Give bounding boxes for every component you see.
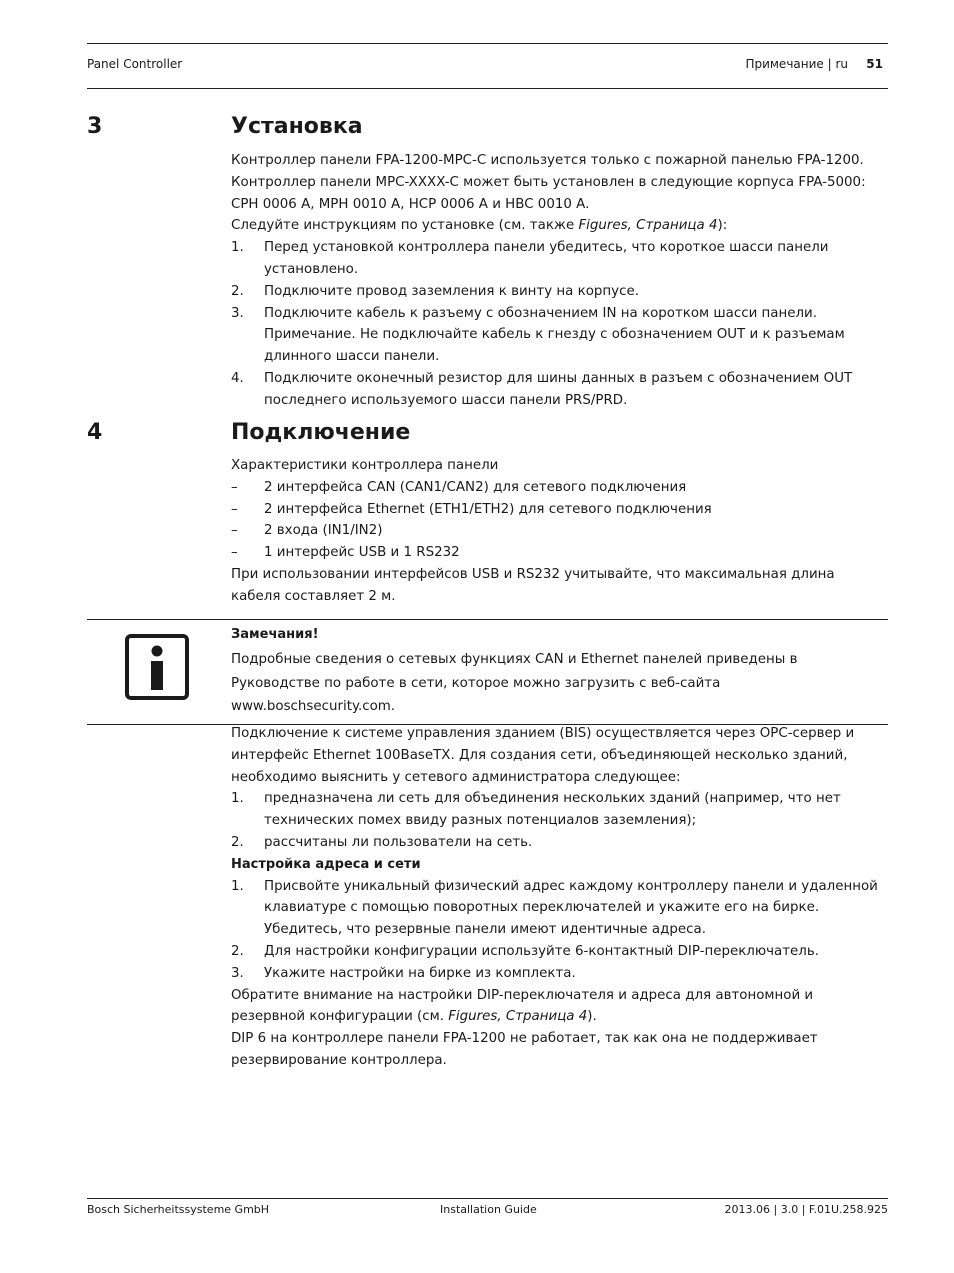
- section-title: Установка: [231, 114, 363, 139]
- header-page-number: 51: [866, 57, 883, 71]
- footer-rule: [87, 1198, 888, 1199]
- footer-document: Installation Guide: [440, 1203, 537, 1216]
- instruction-line: Следуйте инструкциям по установке (см. также Figures, Страница 4):: [231, 218, 728, 234]
- notice-body: [231, 648, 871, 719]
- header-product-name: Panel Controller: [87, 57, 183, 71]
- notice-line: Подробные сведения о сетевых функциях CAN и Ethernet панелей приведены в: [231, 652, 798, 667]
- dip6-note: DIP 6 на контроллере панели FPA-1200 не работает, так как она не поддерживает резервирование контроллера.: [231, 1031, 818, 1068]
- list-item: – 2 интерфейса CAN (CAN1/CAN2) для сетевого подключения: [231, 479, 687, 495]
- bis-list: [231, 788, 881, 853]
- notice-line: www.boschsecurity.com.: [231, 699, 396, 714]
- list-item: 1. предназначена ли сеть для объединения нескольких зданий (например, что нет технических помех ввиду разных потенциалов заземления);: [231, 791, 841, 829]
- installation-text: [231, 150, 881, 412]
- header-top-rule: [87, 43, 888, 44]
- intro-line: Контроллер панели FPA-1200-MPC-C используется только с пожарной панелью FPA-1200.: [231, 153, 864, 168]
- intro-line: Контроллер панели MPC-XXXX-C может быть установлен в следующие корпуса FPA-5000:: [231, 174, 866, 190]
- address-steps: [231, 876, 881, 985]
- figures-reference: Figures, Страница 4: [578, 218, 718, 234]
- list-item: – 1 интерфейс USB и 1 RS232: [231, 545, 460, 561]
- list-item: 1. Присвойте уникальный физический адрес каждому контроллеру панели и удаленной клавиатуре с помощью поворотных переключателей и укажите его на бирке. Убедитесь, что резервные панели имеют идентичные адреса.: [231, 878, 878, 938]
- list-item: 2. рассчитаны ли пользователи на сеть.: [231, 834, 533, 850]
- bis-paragraph: Подключение к системе управления зданием (BIS) осуществляется через OPC-сервер и интерфейс Ethernet 100BaseTX. Для создания сети, объединяющей несколько зданий, необходимо выяснить у сетевого администратора следующее:: [231, 726, 855, 785]
- list-item: 3. Подключите кабель к разъему с обозначением IN на коротком шасси панели. Примечание. Не подключайте кабель к гнезду с обозначением OUT и к разъемам длинного шасси панели.: [231, 305, 845, 365]
- section-number: 4: [87, 420, 103, 445]
- figures-reference: Figures, Страница 4: [448, 1009, 588, 1025]
- features-intro: Характеристики контроллера панели: [231, 458, 499, 473]
- list-item: – 2 входа (IN1/IN2): [231, 523, 383, 539]
- usb-note: При использовании интерфейсов USB и RS232 учитывайте, что максимальная длина кабеля составляет 2 м.: [231, 566, 835, 604]
- notice-title: Замечания!: [231, 627, 319, 642]
- dip-note: Обратите внимание на настройки DIP-переключателя и адреса для автономной и резервной конфигурации (см. Figures, Страница 4).: [231, 987, 814, 1025]
- list-item: – 2 интерфейса Ethernet (ETH1/ETH2) для сетевого подключения: [231, 501, 712, 517]
- address-heading: Настройка адреса и сети: [231, 856, 421, 872]
- header-section-label: Примечание | ru: [745, 57, 848, 71]
- list-item: 3. Укажите настройки на бирке из комплекта.: [231, 965, 576, 981]
- list-item: 1. Перед установкой контроллера панели убедитесь, что короткое шасси панели установлено.: [231, 240, 829, 277]
- footer-version: 2013.06 | 3.0 | F.01U.258.925: [724, 1203, 888, 1216]
- info-icon: [125, 634, 189, 700]
- list-item: 4. Подключите оконечный резистор для шины данных в разъем с обозначением OUT последнего используемого шасси панели PRS/PRD.: [231, 370, 853, 408]
- list-item: 2. Подключите провод заземления к винту на корпусе.: [231, 283, 639, 299]
- section-title: Подключение: [231, 420, 411, 445]
- notice-line: Руководстве по работе в сети, которое можно загрузить с веб-сайта: [231, 675, 721, 691]
- connection-text: [231, 455, 881, 608]
- section-number: 3: [87, 114, 103, 139]
- intro-line: CPH 0006 A, MPH 0010 A, HCP 0006 A и HBC 0010 A.: [231, 196, 590, 212]
- bis-text: [231, 723, 881, 1072]
- installation-steps: [231, 237, 881, 411]
- list-item: 2. Для настройки конфигурации используйте 6-контактный DIP-переключатель.: [231, 943, 819, 959]
- footer-company: Bosch Sicherheitssysteme GmbH: [87, 1203, 270, 1216]
- header-bottom-rule: [87, 88, 888, 89]
- notice-top-rule: [87, 619, 888, 620]
- features-list: [231, 477, 881, 564]
